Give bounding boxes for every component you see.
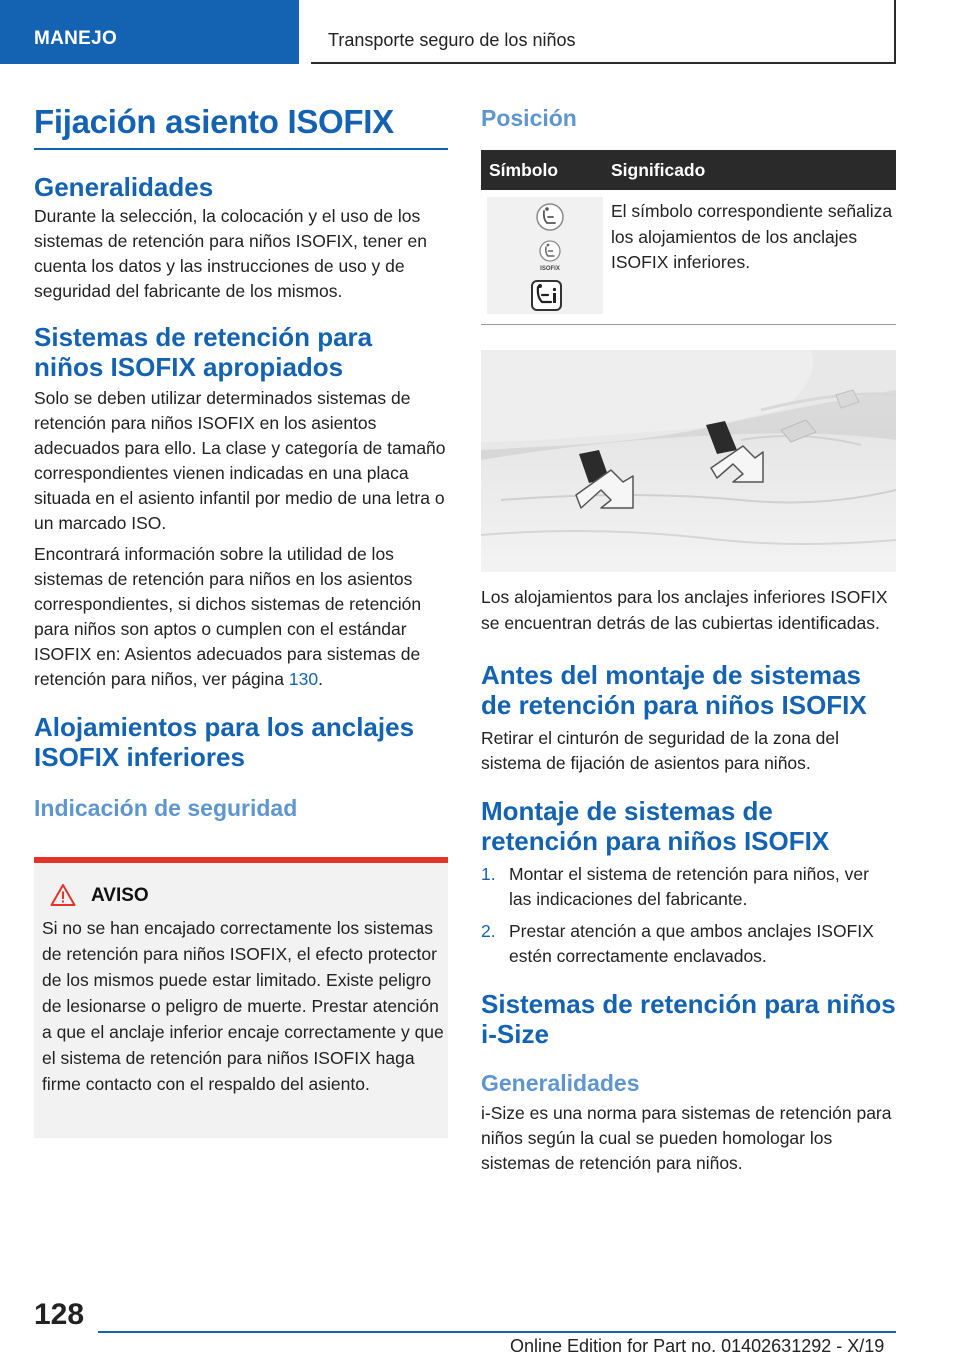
- heading-alojamientos: Alojamientos para los anclajes ISOFIX inferiores: [34, 712, 415, 772]
- paragraph-apropiados-2-text: Encontrará información sobre la utilidad de los sistemas de retención para niños en los asientos correspondientes, si dichos sistemas de retención para niños son aptos o cumplen con el estándar ISOFIX en: Asientos adecuados para sistemas de retención para niños, ver página: [34, 544, 422, 689]
- photo-caption: Los alojamientos para los anclajes inferiores ISOFIX se encuentran detrás de las cubiertas identificadas.: [481, 587, 888, 633]
- isofix-symbols-icon: [487, 197, 603, 314]
- step-number: 1.: [481, 864, 496, 884]
- section-tab: [0, 0, 299, 64]
- warning-title: AVISO: [91, 885, 149, 906]
- warning-triangle-icon: [50, 883, 76, 907]
- isofix-label: ISOFIX: [540, 266, 560, 272]
- right-column: [481, 584, 896, 1176]
- heading-generalidades: Generalidades: [34, 172, 214, 202]
- chapter-title: Transporte seguro de los niños: [328, 30, 576, 50]
- heading-sistemas-apropiados: Sistemas de retención para niños ISOFIX apropiados: [34, 322, 373, 382]
- footer-rule: [98, 1331, 896, 1333]
- section-label: MANEJO: [34, 28, 118, 49]
- title-rule: [34, 148, 448, 150]
- symbol-cell: [487, 197, 603, 314]
- heading-montaje: Montaje de sistemas de retención para niños ISOFIX: [481, 796, 830, 856]
- footer-edition: Online Edition for Part no. 01402631292 - X/19: [510, 1336, 885, 1356]
- table-header: [481, 150, 896, 190]
- step-number: 2.: [481, 921, 496, 941]
- left-column: [34, 104, 448, 822]
- step-text: Montar el sistema de retención para niños, ver las indicaciones del fabricante.: [509, 864, 869, 909]
- heading-i-size: Sistemas de retención para niños i-Size: [481, 989, 896, 1049]
- paragraph-i-size: i-Size es una norma para sistemas de retención para niños según la cual se pueden homologar los sistemas de retención para niños.: [481, 1103, 892, 1173]
- paragraph-generalidades: Durante la selección, la colocación y el uso de los sistemas de retención para niños ISOFIX, tener en cuenta los datos y las instrucciones de uso y de seguridad del fabricante de los mismos.: [34, 206, 427, 301]
- column-header-meaning: Significado: [611, 160, 706, 180]
- column-header-symbol: Símbolo: [489, 160, 559, 180]
- isofix-anchor-photo: [481, 350, 896, 572]
- warning-bar: [34, 857, 448, 863]
- heading-indicacion-seguridad: Indicación de seguridad: [34, 795, 298, 821]
- page-link[interactable]: 130: [288, 669, 319, 689]
- heading-posicion: Posición: [481, 105, 577, 131]
- warning-text: Si no se han encajado correctamente los sistemas de retención para niños ISOFIX, el efecto protector de los mismos puede estar limitado. Existe peligro de lesionarse o peligro de muerte. Prestar atención a que el anclaje inferior encaje correctamente y que el sistema de retención para niños ISOFIX haga firme contacto con el respaldo del asiento.: [42, 918, 444, 1094]
- table-bottom-rule: [481, 324, 896, 325]
- list-item: [481, 919, 896, 969]
- paragraph-end: .: [318, 669, 323, 689]
- paragraph-apropiados-1: Solo se deben utilizar determinados sistemas de retención para niños ISOFIX en los asientos adecuados para ello. La clase y categoría de tamaño correspondientes vienen indicadas en una placa situada en el asiento infantil por medio de una letra o un marcado ISO.: [34, 388, 446, 533]
- chapter-header: [311, 0, 896, 64]
- heading-i-size-generalidades: Generalidades: [481, 1070, 640, 1096]
- page-title: Fijación asiento ISOFIX: [34, 103, 394, 140]
- heading-antes-montaje: Antes del montaje de sistemas de retención para niños ISOFIX: [481, 660, 867, 720]
- page-number: 128: [34, 1298, 85, 1331]
- paragraph-apropiados-2: [34, 542, 448, 692]
- warning-box: [34, 857, 448, 1138]
- steps-list: [481, 862, 896, 969]
- symbol-meaning: El símbolo correspondiente señaliza los alojamientos de los anclajes ISOFIX inferiores.: [611, 201, 893, 272]
- list-item: [481, 862, 896, 912]
- paragraph-antes-montaje: Retirar el cinturón de seguridad de la zona del sistema de fijación de asientos para niños.: [481, 728, 839, 773]
- step-text: Prestar atención a que ambos anclajes ISOFIX estén correctamente enclavados.: [509, 921, 874, 966]
